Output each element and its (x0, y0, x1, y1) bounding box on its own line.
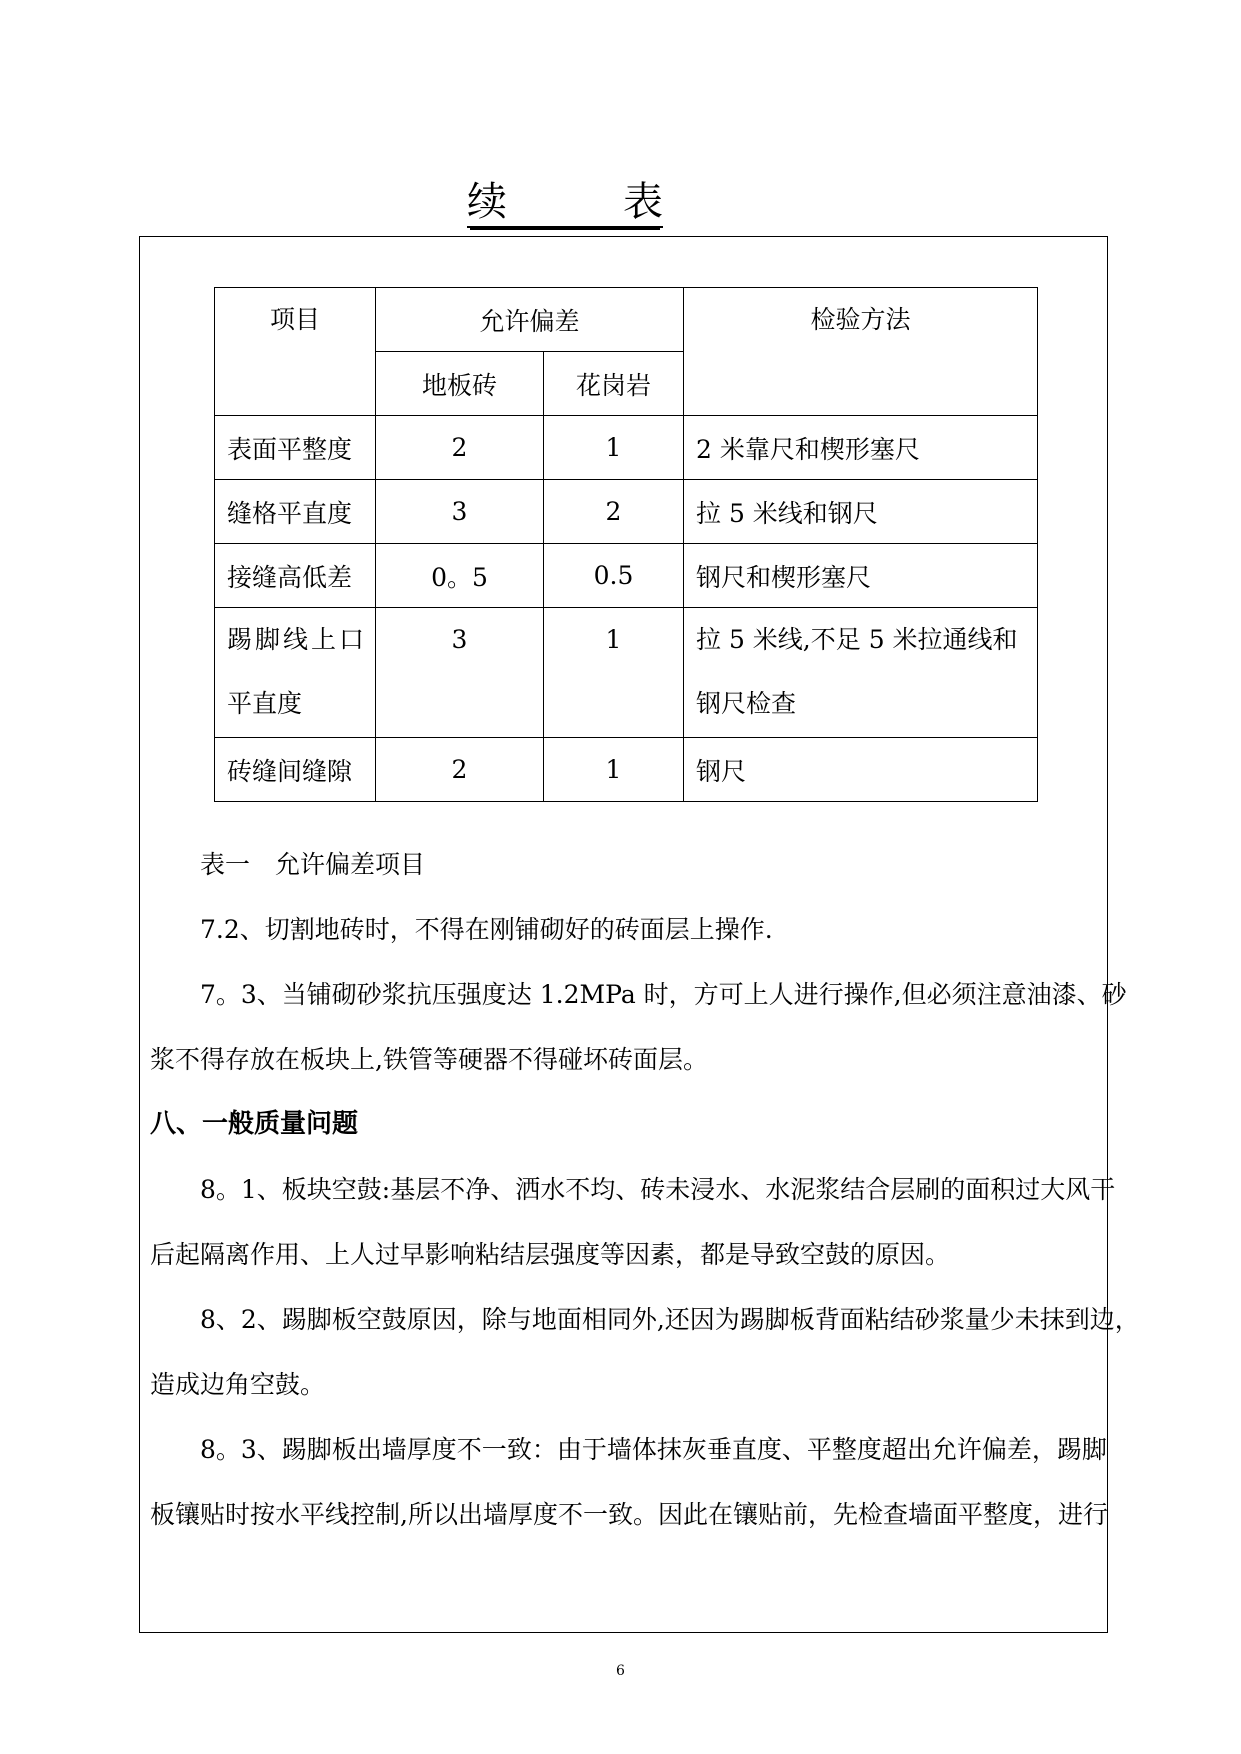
paragraph-8-3-line2: 板镶贴时按水平线控制,所以出墙厚度不一致。因此在镶贴前，先检查墙面平整度，进行 (150, 1500, 1108, 1529)
row-item: 缝格平直度 (215, 480, 376, 544)
title-char-left: 续 (467, 179, 507, 225)
header-deviation: 允许偏差 (376, 288, 684, 352)
paragraph-8-2-line1: 8、2、踢脚板空鼓原因，除与地面相同外,还因为踢脚板背面粘结砂浆量少未抹到边， (200, 1305, 1140, 1334)
row-method: 钢尺 (684, 738, 1038, 802)
section-heading-8: 八、一般质量问题 (150, 1109, 359, 1139)
title-char-right: 表 (623, 179, 663, 225)
table-row (215, 608, 1038, 738)
page-number: 6 (616, 1663, 625, 1679)
row-method: 拉 5 米线和钢尺 (684, 480, 1038, 544)
paragraph-7-3-line2: 浆不得存放在板块上,铁管等硬器不得碰坏砖面层。 (150, 1045, 708, 1074)
header-tile: 地板砖 (376, 352, 544, 416)
paragraph-8-1-line1: 8。1、板块空鼓:基层不净、洒水不均、砖未浸水、水泥浆结合层刷的面积过大风干 (200, 1175, 1116, 1204)
paragraph-7-2: 7.2、切割地砖时，不得在刚铺砌好的砖面层上操作. (200, 915, 773, 944)
deviation-table (214, 287, 1038, 802)
paragraph-8-2-line2: 造成边角空鼓。 (150, 1370, 326, 1399)
row-method: 2 米靠尺和楔形塞尺 (684, 416, 1038, 480)
row-granite: 1 (544, 416, 684, 480)
table-row (215, 544, 1038, 608)
page-title (467, 178, 663, 228)
row-tile: 2 (376, 416, 544, 480)
table-caption: 表一 允许偏差项目 (200, 850, 426, 879)
paragraph-8-3-line1: 8。3、踢脚板出墙厚度不一致：由于墙体抹灰垂直度、平整度超出允许偏差，踢脚 (200, 1435, 1107, 1464)
row-granite: 0.5 (544, 544, 684, 608)
header-granite: 花岗岩 (544, 352, 684, 416)
row-item: 表面平整度 (215, 416, 376, 480)
row-tile: 2 (376, 738, 544, 802)
row-granite-value: 1 (605, 625, 622, 654)
row-method: 钢尺和楔形塞尺 (684, 544, 1038, 608)
header-item: 项目 (215, 288, 376, 416)
row-granite: 2 (544, 480, 684, 544)
paragraph-7-3-line1: 7。3、当铺砌砂浆抗压强度达 1.2MPa 时，方可上人进行操作,但必须注意油漆、砂 (200, 980, 1127, 1009)
row-item: 接缝高低差 (215, 544, 376, 608)
paragraph-8-1-line2: 后起隔离作用、上人过早影响粘结层强度等因素，都是导致空鼓的原因。 (150, 1240, 951, 1269)
row-method (684, 608, 1038, 738)
row-item-line2: 平直度 (227, 689, 303, 718)
header-method: 检验方法 (684, 288, 1038, 416)
row-item (215, 608, 376, 738)
table-header-row (215, 288, 1038, 352)
row-tile (376, 608, 544, 738)
table-row (215, 480, 1038, 544)
row-granite: 1 (544, 738, 684, 802)
row-item: 砖缝间缝隙 (215, 738, 376, 802)
row-tile: 0。5 (376, 544, 544, 608)
row-item-line1: 踢脚线上口 (227, 625, 368, 654)
row-method-line1: 拉 5 米线,不足 5 米拉通线和 (696, 625, 1018, 654)
table-row (215, 416, 1038, 480)
row-granite (544, 608, 684, 738)
row-tile: 3 (376, 480, 544, 544)
row-method-line2: 钢尺检查 (696, 689, 797, 718)
row-tile-value: 3 (451, 625, 468, 654)
table-row (215, 738, 1038, 802)
